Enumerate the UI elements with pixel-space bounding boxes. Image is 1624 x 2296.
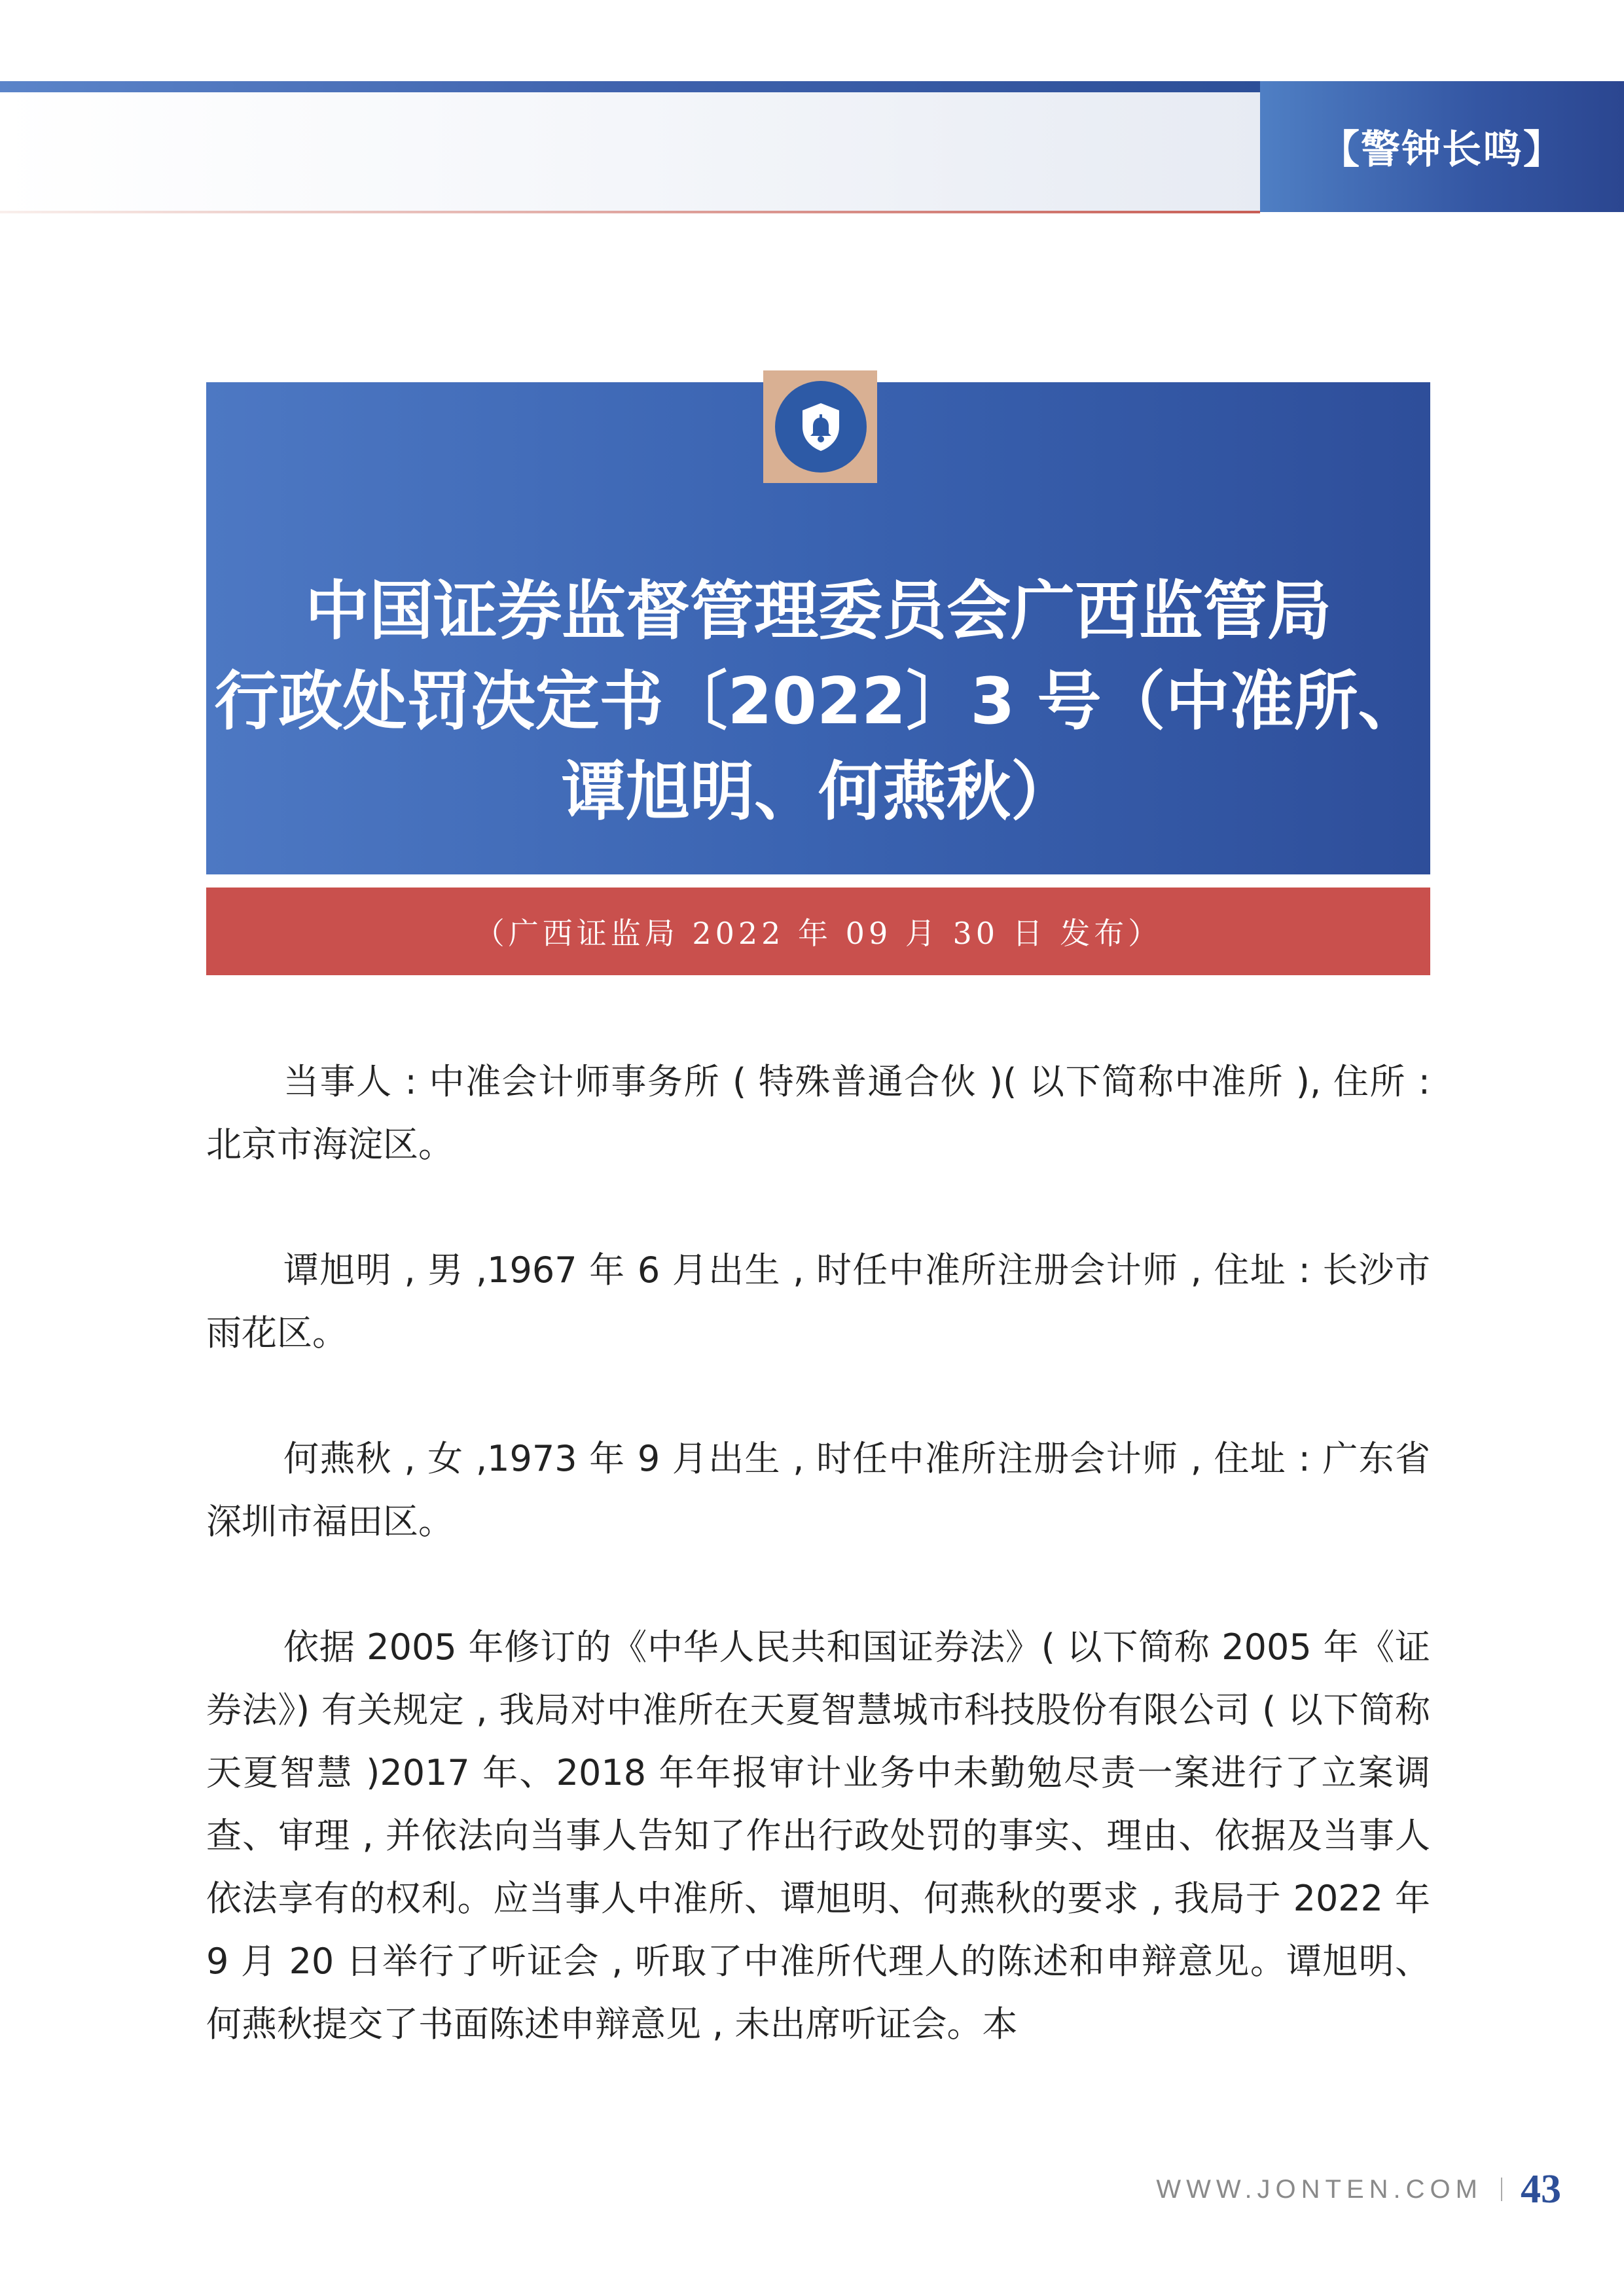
paragraph-basis: 依据 2005 年修订的《中华人民共和国证券法》( 以下简称 2005 年《证券法》) 有关规定 , 我局对中准所在天夏智慧城市科技股份有限公司 ( 以下简称天夏智慧 )2017 年、2018 年年报审计业务中未勤勉尽责一案进行了立案调查、审理 , 并依法向当事人告知了作出行政处罚的事实、理由、依据及当事人依法享有的权利。应当事人中准所、谭旭明、何燕秋的要求 , 我局于 2022 年 9 月 20 日举行了听证会 , 听取了中准所代理人的陈述和申辩意见。谭旭明、何燕秋提交了书面陈述申辩意见 , 未出席听证会。本 [206,1626,1430,2045]
footer-divider [1501,2178,1502,2201]
header-bar [0,81,1260,92]
paragraph-party-tan: 谭旭明 , 男 ,1967 年 6 月出生 , 时任中准所注册会计师 , 住址 : 长沙市雨花区。 [206,1249,1430,1354]
article-body [206,1050,1430,2056]
title-line-1: 中国证券监督管理委员会广西监管局 [304,574,1331,649]
page-footer [1156,2160,1561,2219]
header-divider [0,211,1260,213]
section-label: 【警钟长鸣】 [1320,127,1564,173]
paragraph-party-he: 何燕秋 , 女 ,1973 年 9 月出生 , 时任中准所注册会计师 , 住址 : 广东省深圳市福田区。 [206,1438,1430,1542]
website-link[interactable]: WWW.JONTEN.COM [1156,2174,1483,2204]
page-number: 43 [1521,2166,1561,2212]
header-band [0,92,1260,211]
page-title [206,566,1430,837]
title-badge [763,370,877,483]
title-line-3: 谭旭明、何燕秋） [561,755,1075,829]
section-tab [1260,81,1624,212]
paragraph-party-firm: 当事人 : 中准会计师事务所 ( 特殊普通合伙 )( 以下简称中准所 ), 住所 : 北京市海淀区。 [206,1061,1430,1165]
title-line-2: 行政处罚决定书〔2022〕3 号（中准所、 [214,664,1422,739]
shield-bell-icon [775,381,867,473]
publish-info: （广西证监局 2022 年 09 月 30 日 发布） [206,888,1430,975]
